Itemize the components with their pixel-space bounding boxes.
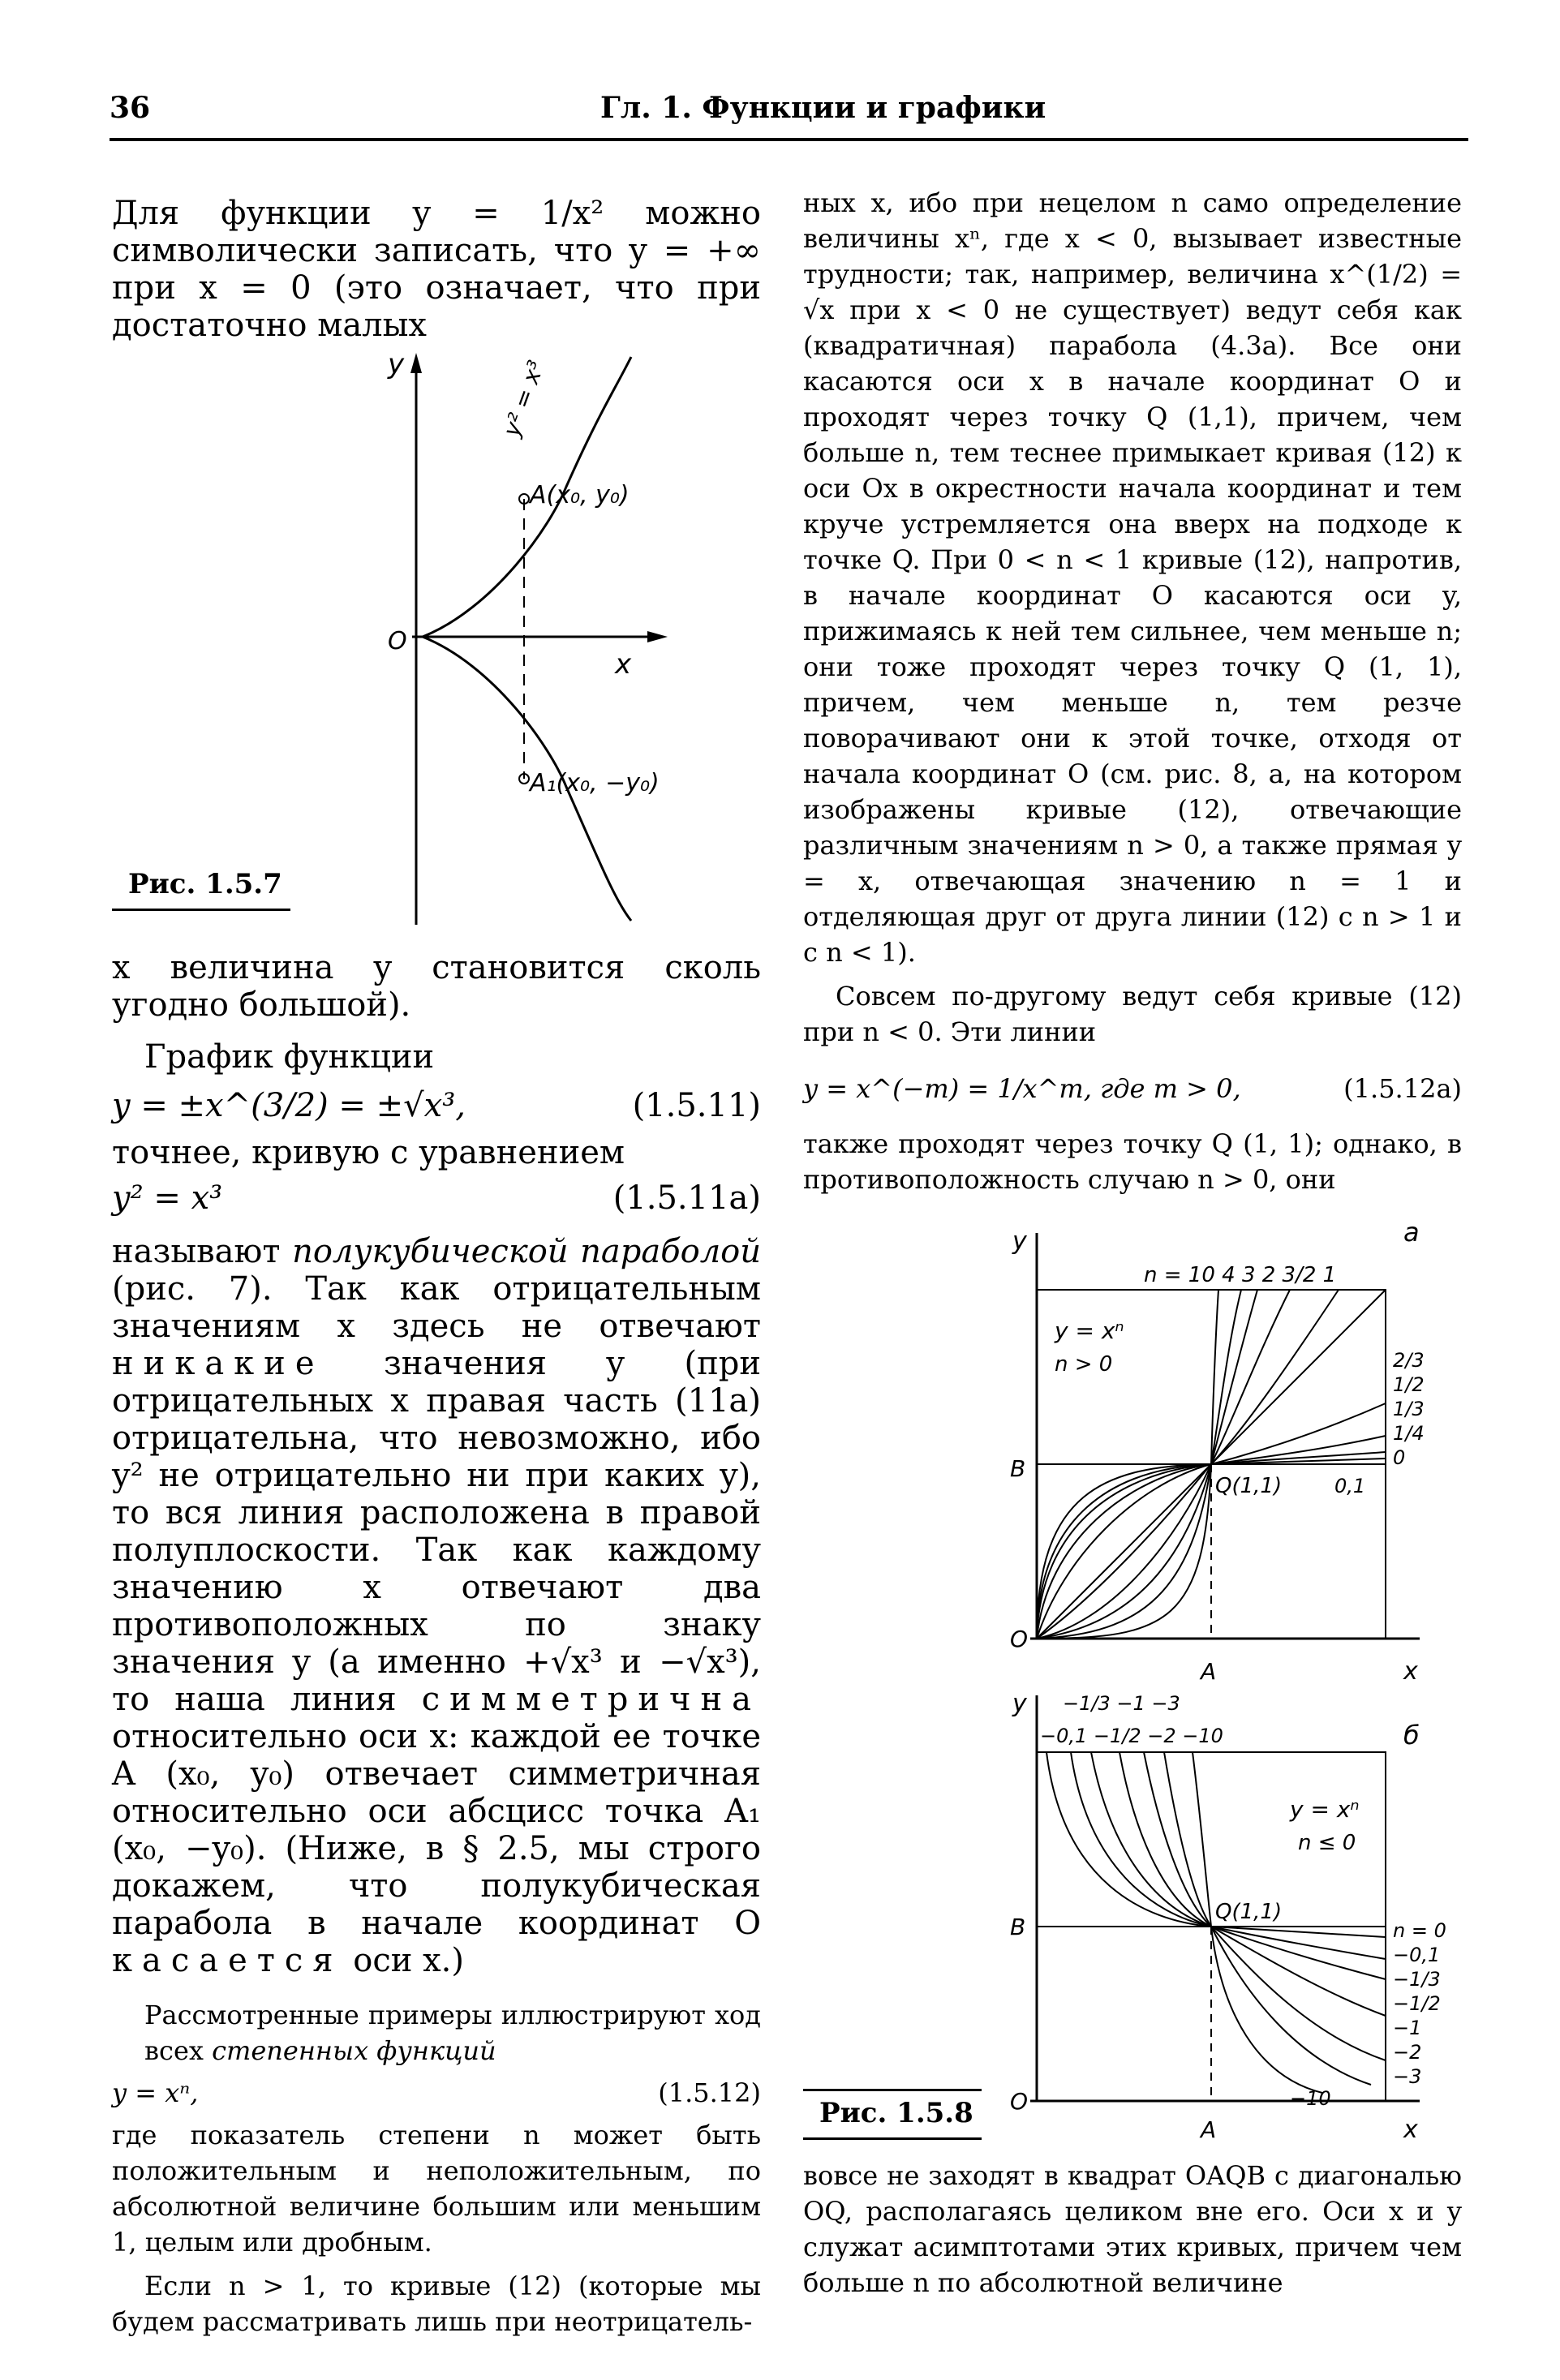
panel-a-formula: y = xⁿ	[1055, 1317, 1124, 1344]
panel-a-a-label: A	[1201, 1658, 1217, 1685]
p6-term: степенных функций	[212, 2035, 496, 2066]
equation-1-5-11a-formula: y² = x³	[112, 1179, 223, 1217]
right-column	[803, 185, 1462, 1197]
panel-b-right-label-7: −3	[1393, 2065, 1422, 2088]
x-axis-arrow	[647, 631, 668, 642]
panel-a-inner-label: 0,1	[1334, 1475, 1366, 1497]
left-paragraph-3: График функции	[144, 1038, 435, 1076]
left-paragraph-4: точнее, кривую с уравнением	[112, 1134, 625, 1171]
panel-a-right-label-1: 2/3	[1393, 1349, 1425, 1372]
panel-b-right-label-5: −1	[1393, 2017, 1422, 2039]
fig8-caption-rule-top	[803, 2089, 982, 2091]
left-column-continued	[112, 949, 761, 2339]
y-axis-arrow	[410, 353, 422, 373]
fig7-caption: Рис. 1.5.7	[128, 868, 282, 900]
panel-b-a-label: A	[1201, 2116, 1217, 2142]
panel-b-top-labels: −1/3 −1 −3	[1063, 1692, 1180, 1715]
left-paragraph-7: где показатель степени n может быть положительным и неположительным, по абсолютной величине большим или меньшим 1, целым или дробным.	[112, 2120, 761, 2258]
panel-b	[1010, 1690, 1446, 2142]
fig7-point-a1-label: A₁(x₀, −y₀)	[530, 769, 660, 797]
equation-1-5-12a	[803, 1071, 1462, 1119]
fig7-y-label: y	[388, 348, 405, 380]
right-paragraph-4: вовсе не заходят в квадрат OAQB с диагональю OQ, располагаясь целиком вне его. Оси x и y служат асимптотами этих кривых, причем чем больше n по абсолютной величине	[803, 2160, 1462, 2298]
panel-b-right-label-1: n = 0	[1393, 1919, 1446, 1942]
panel-a	[1010, 1217, 1425, 1686]
fig7-origin-label: O	[388, 627, 407, 655]
panel-a-condition: n > 0	[1055, 1352, 1113, 1377]
fig8-caption-rule-bottom	[803, 2137, 982, 2140]
running-title: Гл. 1. Функции и графики	[600, 91, 1046, 125]
p5-part-d: относительно оси x: каждой ее точке A (x₀, y₀) отвечает симметричная относительно оси абсцисс точка A₁ (x₀, −y₀). (Ниже, в § 2.5, мы строго докажем, что полукубическая парабола в начале координат O	[112, 1718, 761, 1942]
panel-b-q-label: Q(1,1)	[1215, 1900, 1283, 1924]
panel-a-right-label-4: 1/4	[1393, 1422, 1425, 1445]
panel-b-condition: n ≤ 0	[1298, 1831, 1356, 1855]
semicubical-parabola-figure	[112, 341, 761, 933]
curve-n-m1-2	[1091, 1752, 1386, 1979]
panel-b-bottom-label: −10	[1290, 2087, 1331, 2110]
right-paragraph-2: Совсем по-другому ведут себя кривые (12) при n < 0. Эти линии	[803, 981, 1462, 1047]
panel-a-x-label: x	[1403, 1657, 1418, 1686]
panel-a-right-label-5: 0	[1393, 1446, 1406, 1469]
panel-b-b-label: B	[1010, 1914, 1026, 1940]
panel-b-right-label-3: −1/3	[1393, 1968, 1441, 1991]
p5-part-a: называют	[112, 1233, 281, 1270]
p5-part-e: оси x.)	[353, 1942, 465, 1979]
equation-1-5-11a	[112, 1179, 761, 1227]
panel-b-right-label-2: −0,1	[1393, 1944, 1441, 1966]
panel-a-origin: O	[1010, 1626, 1029, 1652]
figure-1-5-8	[803, 1217, 1462, 2142]
equation-1-5-12-formula: y = xⁿ,	[112, 2077, 199, 2108]
panel-b-right-label-6: −2	[1393, 2041, 1422, 2064]
equation-1-5-12a-number: (1.5.12а)	[1343, 1073, 1462, 1104]
fig7-x-label: x	[615, 648, 632, 681]
panel-a-y-label: y	[1012, 1227, 1027, 1256]
p5-term: полукубической параболой	[292, 1233, 761, 1270]
equation-1-5-11-formula: y = ±x^(3/2) = ±√x³,	[112, 1087, 466, 1124]
equation-1-5-12a-formula: y = x^(−m) = 1/x^m, где m > 0,	[803, 1073, 1241, 1104]
left-paragraph-1: Для функции y = 1/x² можно символически записать, что y = +∞ при x = 0 (это означает, что при достаточно малых	[112, 195, 761, 344]
panel-b-top-labels-2: −0,1 −1/2 −2 −10	[1040, 1725, 1223, 1747]
fig7-point-a-label: A(x₀, y₀)	[530, 481, 630, 509]
panel-b-tag: б	[1403, 1720, 1420, 1751]
panel-a-b-label: B	[1010, 1455, 1026, 1482]
panel-a-tag: а	[1403, 1217, 1420, 1248]
equation-1-5-12	[112, 2075, 761, 2117]
right-column-bottom	[803, 2158, 1462, 2301]
left-paragraph-8: Если n > 1, то кривые (12) (которые мы будем рассматривать лишь при неотрицатель-	[112, 2270, 761, 2337]
page-header	[0, 0, 1560, 162]
p5-spaced-3: касается	[112, 1942, 343, 1979]
fig7-caption-rule	[112, 909, 290, 911]
panel-a-top-labels: n = 10 4 3 2 3/2 1	[1144, 1263, 1337, 1287]
left-column	[112, 195, 761, 344]
p5-part-b: (рис. 7). Так как отрицательным значениям x здесь не отвечают	[112, 1270, 761, 1345]
panel-b-x-label: x	[1403, 2116, 1418, 2142]
right-paragraph-3: также проходят через точку Q (1, 1); однако, в противоположность случаю n > 0, они	[803, 1128, 1462, 1195]
panel-a-right-label-3: 1/3	[1393, 1398, 1425, 1420]
p5-spaced-2: симметрична	[421, 1681, 762, 1718]
left-paragraph-6	[112, 1997, 761, 2069]
panel-a-right-label-2: 1/2	[1393, 1373, 1425, 1396]
left-paragraph-5	[112, 1233, 761, 1979]
panel-b-origin: O	[1010, 2088, 1029, 2115]
power-functions-figure	[803, 1217, 1462, 2142]
equation-1-5-12-number: (1.5.12)	[658, 2077, 761, 2108]
p5-part-c: значения y (при отрицательных x правая часть (11а) отрицательна, что невозможно, ибо y² не отрицательно ни при каких y), то вся линия расположена в правой полуплоскости. Так как каждому значению x отвечают два противоположных по знаку значения y (а именно +√x³ и −√x³), то наша линия	[112, 1345, 762, 1718]
fig8-caption: Рис. 1.5.8	[819, 2097, 973, 2129]
p6-part-a: Рассмотренные примеры иллюстрируют ход всех	[144, 2000, 761, 2066]
panel-b-y-label: y	[1012, 1690, 1027, 1718]
fig7-curve-label: y² = x³	[497, 357, 550, 440]
panel-b-formula: y = xⁿ	[1290, 1796, 1360, 1823]
equation-1-5-11-number: (1.5.11)	[632, 1087, 761, 1124]
right-paragraph-1: ных x, ибо при нецелом n само определение величины xⁿ, где x < 0, вызывает известные трудности; так, например, величина x^(1/2) = √x при x < 0 не существует) ведут себя как (квадратичная) парабола (4.3а). Все они касаются оси x в начале координат O и проходят через точку Q (1,1), причем, чем больше n, тем теснее примыкает кривая (12) к оси Ox в окрестности начала координат и тем круче устремляется она вверх на подходе к точке Q. При 0 < n < 1 кривые (12), напротив, в начале координат O касаются оси y, прижимаясь к ней тем сильнее, чем меньше n; они тоже проходят через точку Q (1, 1), причем, чем меньше n, тем резче поворачивают они к этой точке, отходя от начала координат O (см. рис. 8, а, на котором изображены кривые (12), отвечающие различным значениям n > 0, а также прямая y = x, отвечающая значению n = 1 и отделяющая друг от друга линии (12) с n > 1 и с n < 1).	[803, 187, 1462, 968]
panel-b-right-label-4: −1/2	[1393, 1992, 1441, 2015]
equation-1-5-11	[112, 1087, 761, 1134]
page-number: 36	[110, 91, 151, 125]
panel-a-q-label: Q(1,1)	[1215, 1474, 1283, 1498]
curve-n-m1	[1120, 1752, 1386, 2016]
equation-1-5-11a-number: (1.5.11а)	[612, 1179, 761, 1217]
figure-1-5-7	[112, 341, 761, 933]
p5-spaced-1: никакие	[112, 1345, 324, 1382]
left-paragraph-2: x величина y становится сколь угодно большой).	[112, 949, 761, 1024]
header-rule	[110, 138, 1468, 141]
